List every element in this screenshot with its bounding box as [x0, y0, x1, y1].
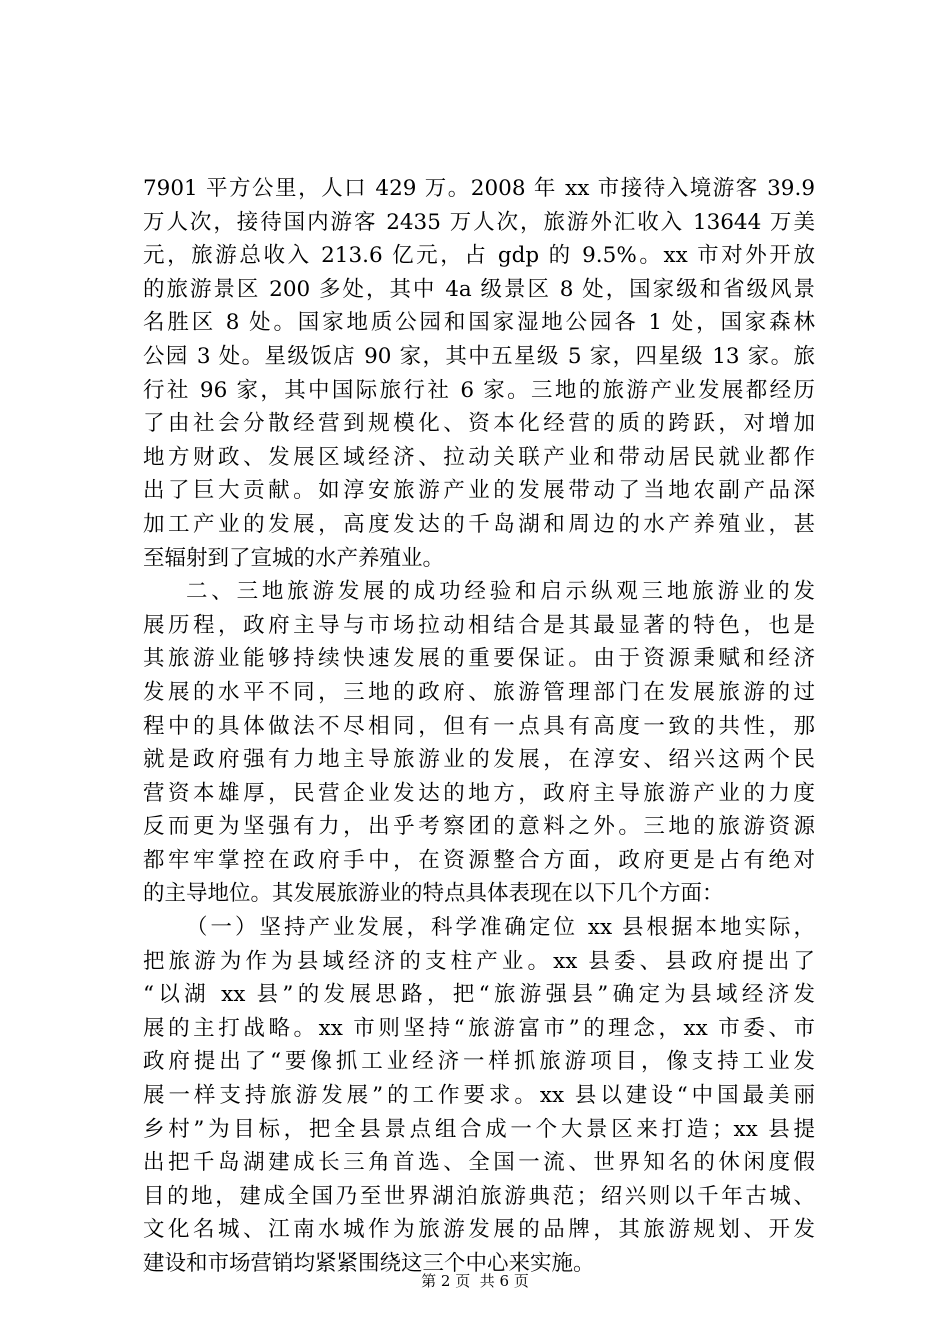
text-line: 展的主打战略。xx 市则坚持“旅游富市”的理念，xx 市委、市 [143, 1015, 815, 1041]
text-line: 地方财政、发展区域经济、拉动关联产业和带动居民就业都作 [143, 444, 815, 470]
text-line: “以湖 xx 县”的发展思路，把“旅游强县”确定为县域经济发 [143, 982, 815, 1008]
paragraph-item-one [143, 911, 815, 1281]
document-body [143, 172, 815, 1281]
text-line: 名胜区 8 处。国家地质公园和国家湿地公园各 1 处，国家森林 [143, 310, 815, 336]
text-line: 把旅游为作为县域经济的支柱产业。xx 县委、县政府提出了 [143, 948, 815, 974]
text-line: 的主导地位。其发展旅游业的特点具体表现在以下几个方面： [143, 881, 724, 907]
paragraph-section-two [143, 575, 815, 911]
text-line: 反而更为坚强有力，出乎考察团的意料之外。三地的旅游资源 [143, 814, 815, 840]
text-line: 万人次，接待国内游客 2435 万人次，旅游外汇收入 13644 万美 [143, 209, 815, 235]
text-line: 至辐射到了宣城的水产养殖业。 [143, 545, 445, 571]
text-line: 发展的水平不同，三地的政府、旅游管理部门在发展旅游的过 [143, 679, 815, 705]
text-line: 的旅游景区 200 多处，其中 4a 级景区 8 处，国家级和省级风景 [143, 276, 815, 302]
text-line: 其旅游业能够持续快速发展的重要保证。由于资源秉赋和经济 [143, 646, 815, 672]
text-line: 行社 96 家，其中国际旅行社 6 家。三地的旅游产业发展都经历 [143, 377, 815, 403]
page-footer [0, 1271, 950, 1291]
paragraph-tourism-statistics [143, 172, 815, 575]
text-line: 了由社会分散经营到规模化、资本化经营的质的跨跃，对增加 [143, 411, 815, 437]
text-line: 展历程，政府主导与市场拉动相结合是其最显著的特色，也是 [143, 612, 815, 638]
text-line: 营资本雄厚，民营企业发达的地方，政府主导旅游产业的力度 [143, 780, 815, 806]
text-line: 政府提出了“要像抓工业经济一样抓旅游项目，像支持工业发 [143, 1049, 815, 1075]
text-line: 展一样支持旅游发展”的工作要求。xx 县以建设“中国最美丽 [143, 1083, 815, 1109]
text-line: 7901 平方公里，人口 429 万。2008 年 xx 市接待入境游客 39.9 [143, 176, 815, 201]
page-number-current: 第 2 页 [421, 1272, 471, 1290]
text-line: 程中的具体做法不尽相同，但有一点具有高度一致的共性，那 [143, 713, 815, 739]
page-number-total: 共 6 页 [479, 1272, 529, 1290]
text-line: 出把千岛湖建成长三角首选、全国一流、世界知名的休闲度假 [143, 1150, 815, 1176]
text-line: 加工产业的发展，高度发达的千岛湖和周边的水产养殖业，甚 [143, 511, 815, 537]
text-line: 乡村”为目标，把全县景点组合成一个大景区来打造；xx 县提 [143, 1116, 815, 1142]
text-line: 文化名城、江南水城作为旅游发展的品牌，其旅游规划、开发 [143, 1217, 815, 1243]
text-line: 目的地，建成全国乃至世界湖泊旅游典范；绍兴则以千年古城、 [143, 1183, 815, 1209]
footer-spacer [470, 1272, 480, 1290]
text-line: （一）坚持产业发展，科学准确定位 xx 县根据本地实际， [186, 915, 815, 941]
text-line: 出了巨大贡献。如淳安旅游产业的发展带动了当地农副产品深 [143, 478, 815, 504]
text-line: 建设和市场营销均紧紧围绕这三个中心来实施。 [143, 1251, 595, 1276]
text-line: 二、三地旅游发展的成功经验和启示纵观三地旅游业的发 [186, 579, 815, 605]
text-line: 就是政府强有力地主导旅游业的发展，在淳安、绍兴这两个民 [143, 747, 815, 773]
text-line: 都牢牢掌控在政府手中，在资源整合方面，政府更是占有绝对 [143, 847, 815, 873]
text-line: 元，旅游总收入 213.6 亿元，占 gdp 的 9.5%。xx 市对外开放 [143, 243, 815, 269]
text-line: 公园 3 处。星级饭店 90 家，其中五星级 5 家，四星级 13 家。旅 [143, 343, 815, 369]
